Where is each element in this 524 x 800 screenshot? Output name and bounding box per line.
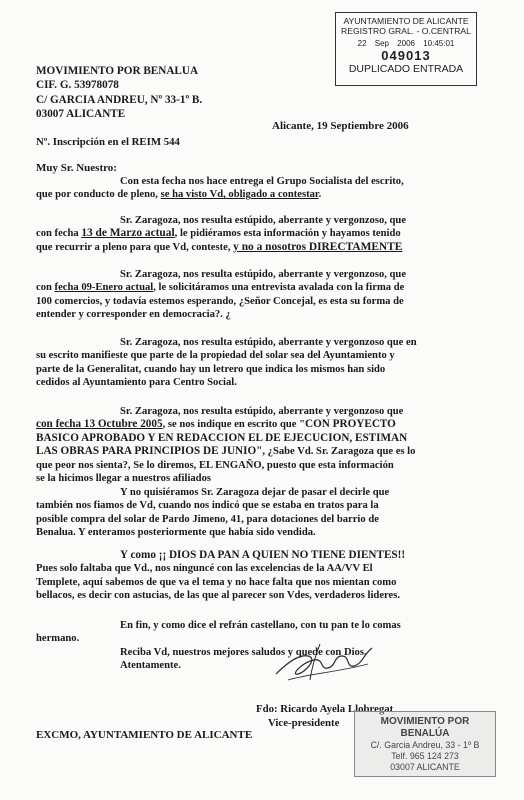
p2-text2: , le pidiéramos esta información y hayamos tenido: [174, 228, 401, 240]
p1-underlined: se ha visto Vd, obligado a contestar: [160, 189, 319, 201]
sender-city: 03007 ALICANTE: [36, 108, 126, 121]
p5-caps3: LAS OBRAS PARA PRINCIPIOS DE JUNIO": [36, 445, 263, 458]
p5-line1: Sr. Zaragoza, nos resulta estúpido, aberrante y vergonzoso que: [120, 406, 404, 417]
handwritten-signature: [268, 634, 378, 686]
paragraph-1: [36, 175, 444, 202]
p3-date: fecha 09-Enero actual: [54, 282, 154, 294]
p6-line1: Y no quisiéramos Sr. Zaragoza dejar de pasar el decirle que: [120, 487, 390, 498]
p5-line6: se la hicimos llegar a nuestros afiliados: [36, 473, 211, 485]
closing-line2: Atentamente.: [120, 660, 181, 672]
p8-line1: En fin, y como dice el refrán castellano, con tu pan te lo comas: [120, 620, 401, 631]
registry-stamp-date: 22 Sep 2006: [357, 39, 415, 48]
registry-stamp-number: 049013: [381, 48, 431, 63]
p4-line2: su escrito manifieste que parte de la propiedad del solar sea del Ayuntamiento y: [36, 350, 395, 362]
registry-stamp-line2: REGISTRO GRAL. - O.CENTRAL: [341, 26, 471, 36]
paragraph-5: [36, 405, 444, 485]
registry-stamp-time: 10:45:01: [423, 39, 455, 48]
p1-end: .: [318, 189, 322, 201]
p4-line4: cedidos al Ayuntamiento para Centro Social.: [36, 377, 237, 389]
closing-line1: Reciba Vd, nuestros mejores saludos y quede con Dios.: [120, 647, 367, 658]
registry-stamp-type: DUPLICADO ENTRADA: [348, 63, 464, 75]
p4-line3: parte de la Generalitat, cuando hay un letrero que indica los mismos han sido: [36, 363, 386, 375]
sender-name: MOVIMIENTO POR BENALUA: [36, 65, 199, 77]
p7-line4: bellacos, es decir con astucias, de las que al parecer son Vdes, verdaderos lideres.: [36, 590, 401, 602]
p2-line2: [36, 227, 444, 240]
p3-line2: [36, 281, 444, 294]
p8-line2: hermano.: [36, 633, 80, 645]
signature-name: Fdo: Ricardo Ayela Llobregat: [256, 703, 394, 715]
p5-caps1: CON PROYECTO: [305, 418, 396, 431]
p3-line3: 100 comercios, y todavía estemos esperando, ¿Señor Concejal, es esta su forma de: [36, 295, 404, 307]
registry-stamp-line1: AYUNTAMIENTO DE ALICANTE: [343, 16, 469, 26]
p2-date: 13 de Marzo actual: [81, 227, 175, 240]
place-date: Alicante, 19 Septiembre 2006: [272, 120, 409, 132]
p6-line4: Benalua. Y enteramos posteriormente que había sido vendida.: [36, 527, 316, 539]
salutation: Muy Sr. Nuestro:: [36, 162, 117, 174]
organization-stamp: [354, 711, 496, 777]
p3-line4: entender y corresponder en democracia?. ¿: [36, 309, 231, 321]
recipient: EXCMO, AYUNTAMIENTO DE ALICANTE: [36, 729, 253, 741]
org-stamp-phone: Telf. 965 124 273: [391, 751, 459, 761]
p5-line5: que peor nos sienta?, Se lo diremos, EL ENGAÑO, puesto que esta información: [36, 459, 394, 471]
paragraph-3: [36, 268, 444, 322]
org-stamp-name: MOVIMIENTO POR BENALÚA: [380, 716, 470, 739]
p5-line4: [36, 445, 444, 458]
paragraph-7: [36, 549, 444, 603]
sender-address: C/ GARCIA ANDREU, Nº 33-1º B.: [36, 93, 203, 106]
p7-line3: Templete, aquí sabemos de que va el tema y no hace falta que nos mientan como: [36, 576, 397, 588]
p5-text: , se nos indique en escrito que ": [162, 419, 306, 431]
p1-line2: [36, 188, 444, 201]
sender-cif: CIF. G. 53978078: [36, 79, 119, 92]
registry-stamp: [335, 12, 477, 86]
paragraph-2: [36, 214, 444, 254]
signature-role: Vice-presidente: [268, 716, 340, 729]
p1-text: que por conducto de pleno,: [36, 189, 161, 201]
p2-underlined: y no a nosotros DIRECTAMENTE: [233, 240, 403, 253]
registration-number: Nº. Inscripción en el REIM 544: [36, 136, 180, 148]
p3-text: con: [36, 282, 55, 294]
p4-line1: Sr. Zaragoza, nos resulta estúpido, aberrante y vergonzoso que en: [120, 337, 417, 348]
org-stamp-city: 03007 ALICANTE: [390, 762, 460, 772]
p7-line2: Pues solo faltaba que Vd., nos ninguncé con las excelencias de la AA/VV El: [36, 563, 373, 575]
paragraph-8: [36, 619, 444, 646]
p5-line3: BASICO APROBADO Y EN REDACCION EL DE EJECUCION, ESTIMAN: [36, 431, 408, 444]
p5-line2: [36, 418, 444, 431]
p2-text3: que recurrir a pleno para que Vd, conteste,: [36, 241, 234, 253]
paragraph-4: [36, 336, 444, 390]
p3-line1: Sr. Zaragoza, nos resulta estúpido, aberrante y vergonzoso, que: [120, 269, 407, 280]
p3-text2: , le solicitáramos una entrevista avalada con la firma de: [153, 282, 405, 294]
p6-line2: también nos fiamos de Vd, cuando nos indicó que se estaba en tratos para la: [36, 500, 379, 512]
p2-text: con fecha: [36, 228, 82, 240]
p5-text2: , ¿Sabe Vd. Sr. Zaragoza que es lo: [262, 446, 416, 458]
sender-block: [36, 64, 202, 122]
p5-date: con fecha 13 Octubre 2005: [36, 418, 163, 431]
org-stamp-address: C/. Garcia Andreu, 33 - 1º B: [370, 740, 480, 750]
p2-line1: Sr. Zaragoza, nos resulta estúpido, aberrante y vergonzoso, que: [120, 215, 407, 226]
p7-line1: Y como ¡¡ DIOS DA PAN A QUIEN NO TIENE DIENTES!!: [120, 549, 406, 561]
p6-line3: posible compra del solar de Pardo Jimeno, 41, para dotaciones del barrio de: [36, 513, 379, 525]
paragraph-6: [36, 486, 444, 540]
p2-line3: [36, 241, 444, 254]
p1-line1: Con esta fecha nos hace entrega el Grupo Socialista del escrito,: [120, 176, 404, 187]
